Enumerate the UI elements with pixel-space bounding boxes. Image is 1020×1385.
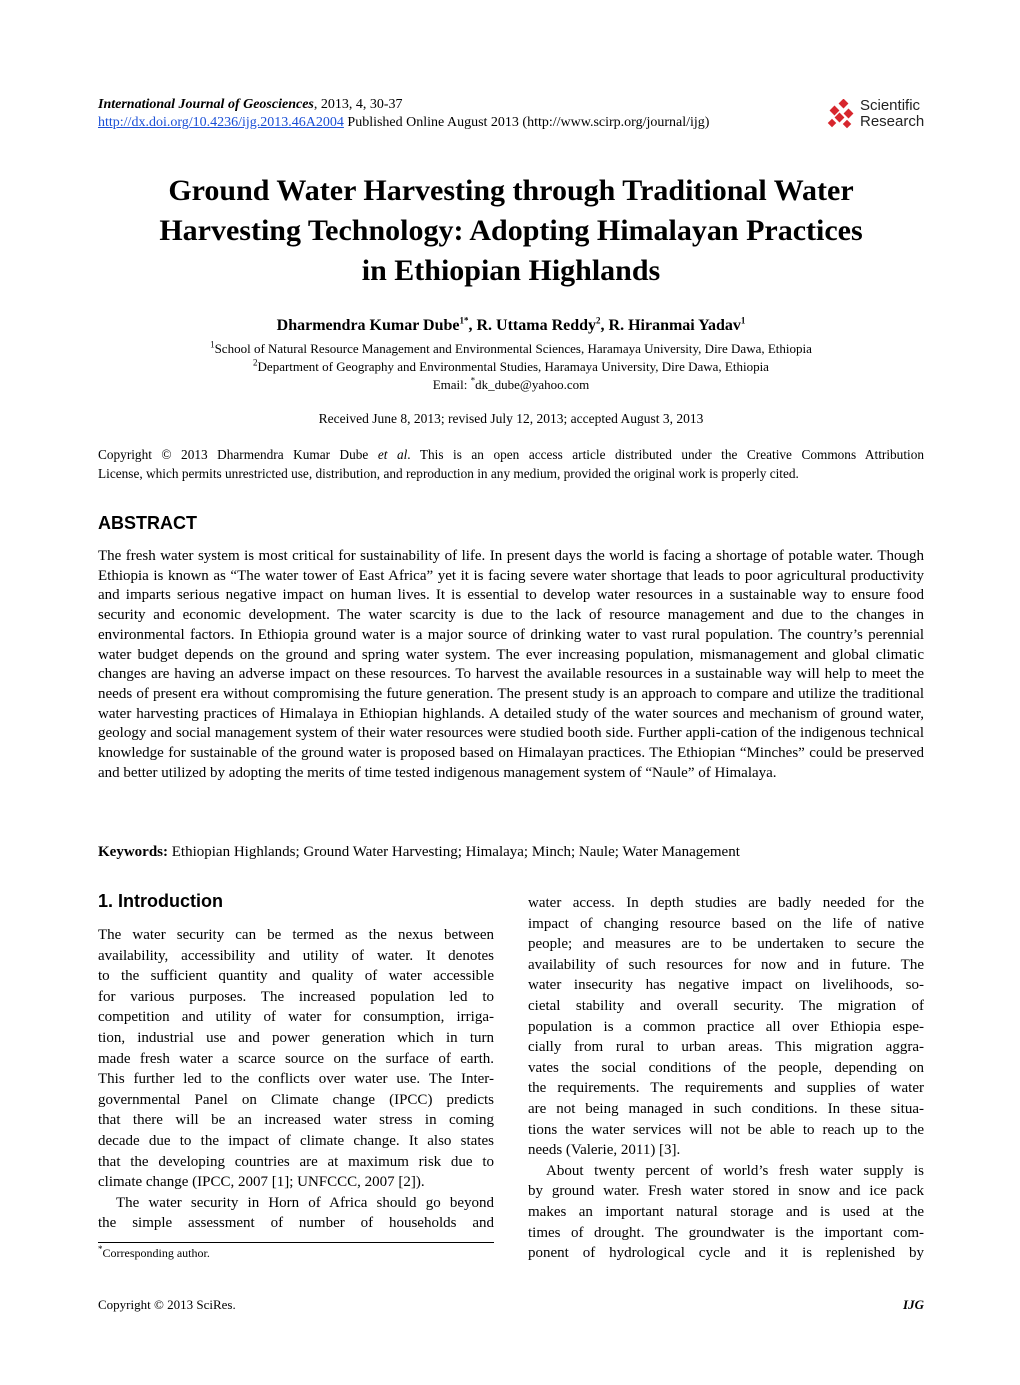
affiliation-text: Department of Geography and Environmental Studies, Haramaya University, Dire Dawa, Ethiopia: [257, 359, 769, 374]
doi-link[interactable]: http://dx.doi.org/10.4236/ijg.2013.46A2004: [98, 115, 344, 130]
abstract-heading: ABSTRACT: [98, 513, 197, 533]
affiliation: [98, 358, 924, 375]
text-line: needs (Valerie, 2011) [3].: [528, 1142, 681, 1159]
publisher-logo: [826, 96, 926, 132]
section-heading: 1. Introduction: [98, 891, 223, 911]
email-label: Email:: [432, 377, 471, 392]
author-affiliation-mark: 1*: [459, 315, 469, 326]
footnote: [98, 1246, 210, 1261]
copyright-line: [98, 445, 924, 464]
text-line: decade due to the impact of climate change. It also states: [98, 1132, 494, 1149]
keywords: [98, 843, 924, 862]
text-line: to the sufficient quantity and quality of water accessible: [98, 968, 494, 985]
publisher-logo-icon: [826, 99, 856, 129]
footnote-divider: [98, 1242, 494, 1243]
footnote-text: Corresponding author.: [102, 1246, 210, 1260]
text-line: This further led to the conflicts over water use. The Inter-: [98, 1071, 494, 1088]
paper-title: [98, 171, 924, 291]
footer-journal-abbrev: IJG: [903, 1297, 924, 1312]
copyright-line: License, which permits unrestricted use, distribution, and reproduction in any medium, provided the original work is properly cited.: [98, 466, 799, 481]
text-line: water insecurity has negative impact on livelihoods, so-: [528, 977, 924, 994]
text-line: that there will be an increased water stress in coming: [98, 1112, 494, 1129]
right-column: [528, 893, 924, 1264]
title-line: Ground Water Harvesting through Traditional Water: [168, 174, 854, 207]
text-line: availability, accessibility and utility of water. It denotes: [98, 947, 494, 964]
text-line: climate change (IPCC, 2007 [1]; UNFCCC, 2007 [2]).: [98, 1174, 425, 1191]
affiliation: [98, 340, 924, 357]
affiliation-mark: 2: [253, 357, 258, 368]
journal-header: [98, 96, 818, 132]
keywords-text: Ethiopian Highlands; Ground Water Harvesting; Himalaya; Minch; Naule; Water Management: [168, 844, 740, 860]
title-line: Harvesting Technology: Adopting Himalayan Practices: [159, 214, 863, 247]
logo-text-scientific: Scientific: [860, 97, 921, 114]
text-line: times of drought. The groundwater is the important com-: [528, 1224, 924, 1241]
journal-citation-line: [98, 96, 818, 114]
text-line: the requirements. The requirements and supplies of water: [528, 1080, 924, 1097]
journal-name: International Journal of Geosciences: [98, 97, 314, 112]
author-name: , R. Uttama Reddy: [468, 317, 597, 334]
text-line: for various purposes. The increased population led to: [98, 988, 494, 1005]
text-line: by ground water. Fresh water stored in snow and ice pack: [528, 1183, 924, 1200]
text-line: the simple assessment of number of households and: [98, 1215, 494, 1232]
email-line: [98, 376, 924, 393]
text-line: vates the social conditions of the people, depending on: [528, 1059, 924, 1076]
title-line: in Ethiopian Highlands: [361, 254, 661, 287]
author-name: , R. Hiranmai Yadav: [600, 317, 741, 334]
copyright-text: . This is an open access article distributed under the Creative Commons Attribution: [407, 447, 925, 462]
text-line: impact of changing resource based on the life of native: [528, 915, 924, 932]
doi-line: [98, 114, 818, 132]
journal-volume: , 2013, 4, 30-37: [313, 97, 403, 112]
text-line: competition and utility of water for consumption, irriga-: [98, 1009, 494, 1026]
copyright-etal: et al: [377, 447, 408, 462]
author-affiliation-mark: 1: [740, 315, 746, 326]
email-mark: *: [470, 375, 476, 386]
footnote-mark: *: [98, 1244, 103, 1254]
author-list: [98, 316, 924, 336]
text-line: are not being managed in such conditions. In these situa-: [528, 1100, 924, 1117]
abstract-text: The fresh water system is most critical for sustainability of life. In present days the world is facing a shortage of potable water. Though Ethiopia is known as “The water tower of East Africa” yet it is facing severe water shortage that leads to poor agricultural productivity and imparts serious negative impact on human lives. It is essential to develop water resources in a sustainable way to ensure food security and economic development. The water scarcity is due to the lack of resource management and due to the changes in environmental factors. In Ethiopia ground water is a major source of drinking water to vast rural population. The country’s perennial water budget depends on the ground and spring water system. The ever increasing population, mismanagement and global climatic changes are having an adverse impact on these resources. To harvest the available resources in a sustainable way will help to meet the needs of present era without compromising the future generation. The present study is an approach to compare and utilize the traditional water harvesting practices of Himalaya in Ethiopian highlands. A detailed study of the water sources and mechanism of ground water, geology and social management system of their water resources were studied booth side. Further appli-cation of the indigenous technical knowledge for sustainable of the ground water is proposed based on Himalayan practices. The Ethiopian “Minches” could be preserved and better utilized by adopting the merits of time tested indigenous management system of “Naule” of Himalaya.: [98, 548, 924, 781]
logo-text-research: Research: [860, 113, 925, 130]
text-line: The water security can be termed as the nexus between: [98, 927, 494, 943]
text-line: makes an important natural storage and is used at the: [528, 1203, 924, 1220]
text-line: water access. In depth studies are badly needed for the: [528, 895, 924, 911]
text-line: tions the water services will not be able to reach up to the: [528, 1121, 924, 1138]
text-line: ponent of hydrological cycle and it is replenished by: [528, 1245, 924, 1262]
author-name: Dharmendra Kumar Dube: [276, 317, 460, 334]
text-line: people; and measures are to be undertaken to secure the: [528, 936, 924, 953]
text-line: that the developing countries are at maximum risk due to: [98, 1153, 494, 1170]
published-online: Published Online August 2013 (http://www.scirp.org/journal/ijg): [343, 115, 710, 130]
affiliation-mark: 1: [210, 339, 215, 350]
email-address[interactable]: dk_dube@yahoo.com: [475, 377, 590, 392]
footer-copyright: Copyright © 2013 SciRes.: [98, 1297, 236, 1312]
author-affiliation-mark: 2: [596, 315, 601, 326]
text-line: population is a common practice all over Ethiopia espe-: [528, 1018, 924, 1035]
copyright-text: Copyright © 2013 Dharmendra Kumar Dube: [98, 447, 378, 462]
keywords-label: Keywords:: [98, 844, 168, 860]
text-line: About twenty percent of world’s fresh water supply is: [546, 1162, 924, 1179]
copyright-notice: [98, 445, 924, 483]
affiliation-text: School of Natural Resource Management and Environmental Sciences, Haramaya University, Dire Dawa, Ethiopia: [214, 341, 812, 356]
text-line: cially from rural to urban areas. This migration aggra-: [528, 1039, 924, 1056]
text-line: tion, industrial use and power generation which in turn: [98, 1029, 494, 1046]
left-column: [98, 925, 494, 1234]
received-dates: Received June 8, 2013; revised July 12, 2013; accepted August 3, 2013: [318, 411, 704, 426]
text-line: availability of such resources for now and in future. The: [528, 956, 924, 973]
text-line: governmental Panel on Climate change (IPCC) predicts: [98, 1091, 494, 1108]
text-line: The water security in Horn of Africa should go beyond: [116, 1194, 494, 1211]
text-line: cietal stability and overall security. The migration of: [528, 997, 924, 1014]
text-line: made fresh water a scarce source on the surface of earth.: [98, 1050, 494, 1067]
